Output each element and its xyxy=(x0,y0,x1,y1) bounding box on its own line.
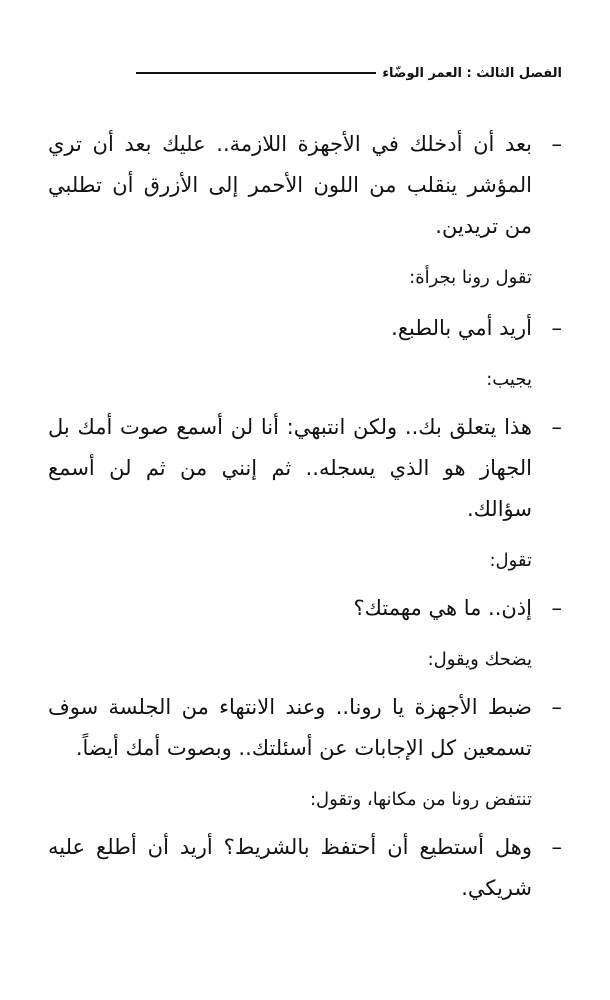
dialogue-dash: – xyxy=(551,695,562,719)
dialogue-dash: – xyxy=(551,132,562,156)
dialogue-dash: – xyxy=(551,596,562,620)
narration-line: تقول: xyxy=(489,550,532,571)
dialogue-text: أريد أمي بالطبع. xyxy=(391,316,532,340)
dialogue-dash: – xyxy=(551,316,562,340)
dialogue-text: وهل أستطيع أن أحتفظ بالشريط؟ أريد أن أطلع عليه شريكي. xyxy=(48,835,532,900)
dialogue-text: بعد أن أدخلك في الأجهزة اللازمة.. عليك بعد أن تري المؤشر ينقلب من اللون الأحمر إلى الأزرق أن تطلبي من تريدين. xyxy=(48,132,532,238)
header-rule xyxy=(136,72,376,74)
chapter-title: الفصل الثالث : العمر الوضّاء xyxy=(382,65,562,81)
chapter-header xyxy=(48,60,562,86)
narration-line: يضحك ويقول: xyxy=(427,649,532,670)
dialogue-line xyxy=(48,588,562,629)
dialogue-text: إذن.. ما هي مهمتك؟ xyxy=(353,596,532,620)
dialogue-text: هذا يتعلق بك.. ولكن انتبهي: أنا لن أسمع صوت أمك بل الجهاز هو الذي يسجله.. ثم إنني من ثم لن أسمع سؤالك. xyxy=(48,415,532,521)
narration-line: تقول رونا بجرأة: xyxy=(409,267,532,288)
dialogue-line xyxy=(48,124,562,247)
dialogue-dash: – xyxy=(551,415,562,439)
dialogue-line xyxy=(48,827,562,909)
dialogue-line xyxy=(48,407,562,530)
dialogue-line xyxy=(48,308,562,349)
narration-line: تنتفض رونا من مكانها، وتقول: xyxy=(309,789,532,810)
narration-line: يجيب: xyxy=(486,369,532,390)
dialogue-text: ضبط الأجهزة يا رونا.. وعند الانتهاء من الجلسة سوف تسمعين كل الإجابات عن أسئلتك.. وبصوت أمك أيضاً. xyxy=(48,695,532,760)
page-body xyxy=(48,124,562,909)
dialogue-dash: – xyxy=(551,835,562,859)
dialogue-line xyxy=(48,687,562,769)
